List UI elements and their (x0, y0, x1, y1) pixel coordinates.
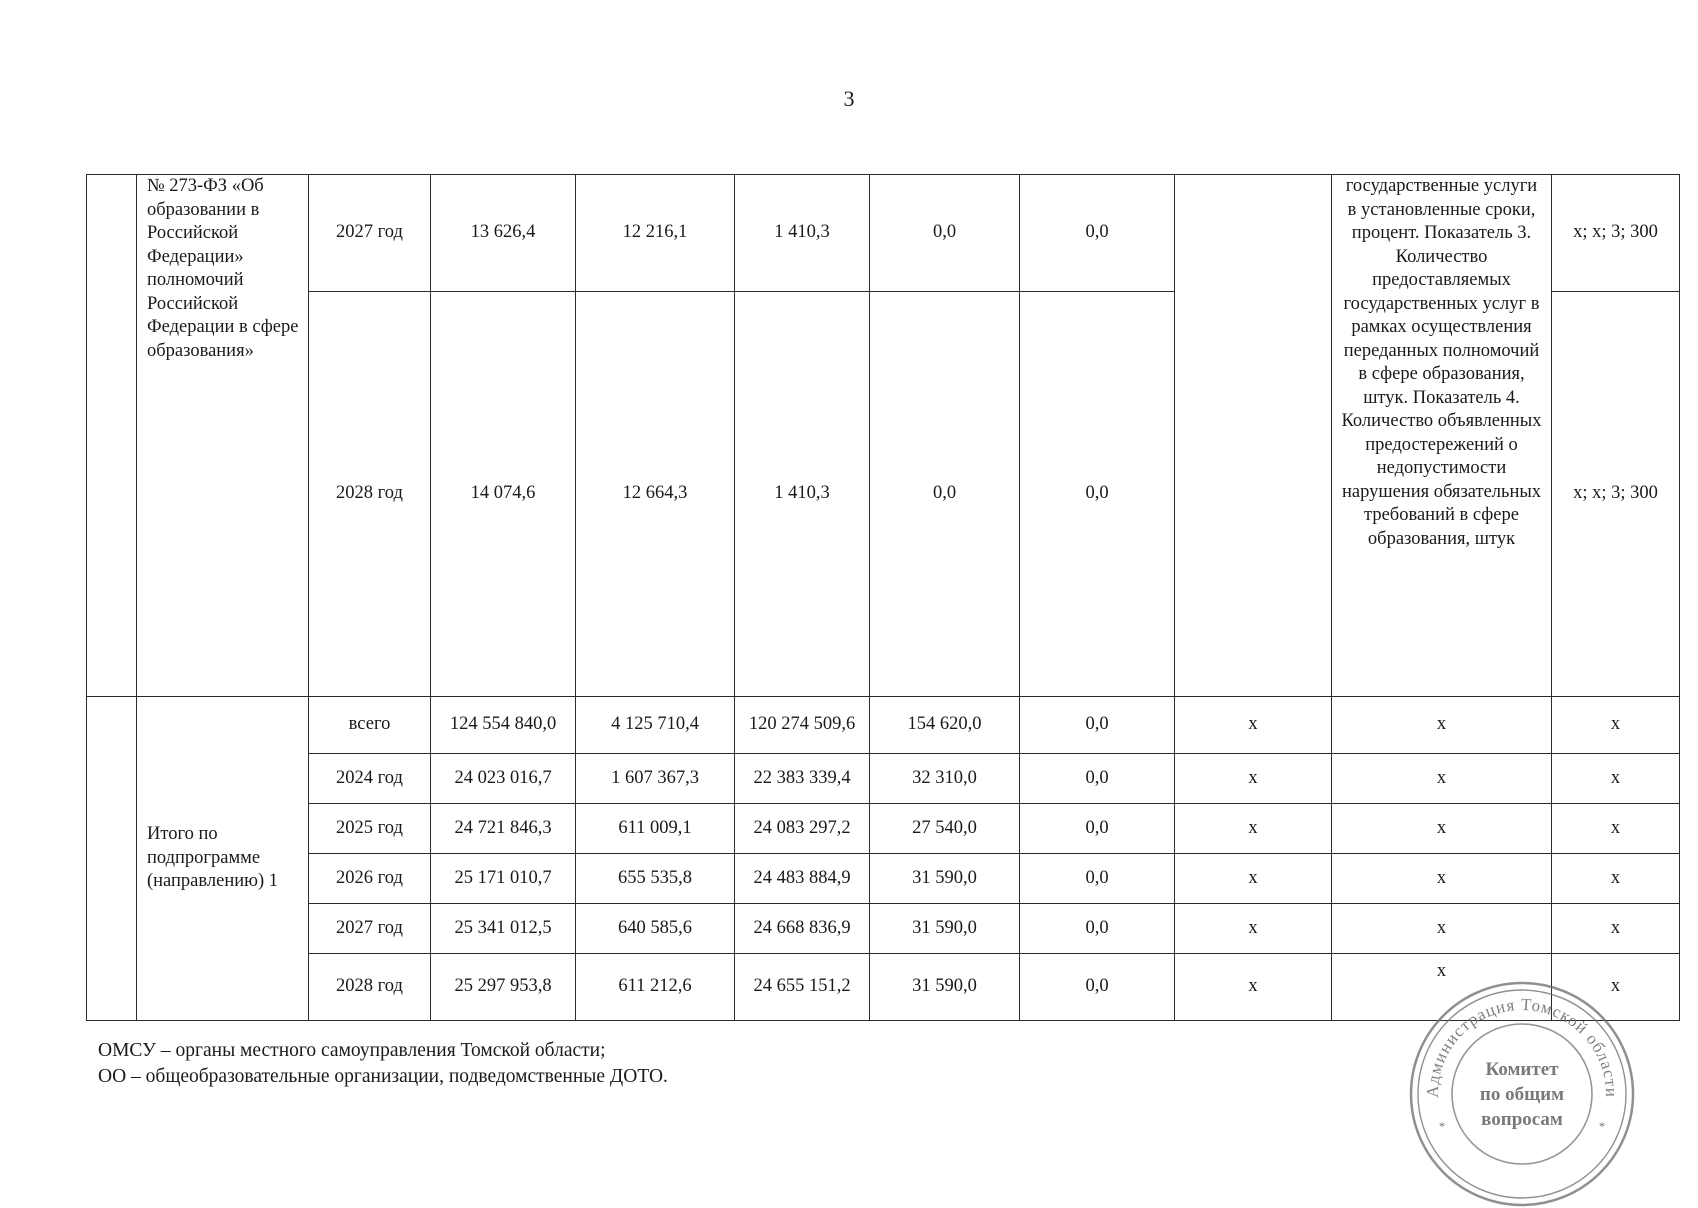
year-cell: всего (309, 697, 431, 754)
indicator-cell: x (1332, 804, 1552, 854)
total-cell: 24 721 846,3 (431, 804, 576, 854)
total-cell: 13 626,4 (431, 175, 576, 292)
indicator-value-cell: x (1552, 854, 1680, 904)
amount-cell: 0,0 (870, 175, 1020, 292)
amount-cell: 1 410,3 (735, 292, 870, 697)
number-cell (87, 697, 137, 1021)
amount-cell: 611 212,6 (576, 954, 735, 1021)
stamp-center-line-2: по общим (1479, 1084, 1565, 1105)
table-row (87, 854, 1680, 904)
summary-label-cell: Итого по подпрограмме (направлению) 1 (137, 697, 309, 1021)
indicator-cell: государственные услуги в установленные сроки, процент. Показатель 3. Количество предоставляемых государственных услуг в рамках осуществления переданных полномочий в сфере образования, штук. Показатель 4. Количество объявленных предостережений о недопустимости нарушения обязательных требований в сфере образования, штук (1332, 175, 1552, 697)
footnote-oo: ОО – общеобразовательные организации, подведомственные ДОТО. (98, 1066, 668, 1087)
total-cell: 25 171 010,7 (431, 854, 576, 904)
amount-cell: 24 668 836,9 (735, 904, 870, 954)
amount-cell: 120 274 509,6 (735, 697, 870, 754)
stamp-center-line-3: вопросам (1481, 1109, 1563, 1130)
amount-cell: 0,0 (1020, 175, 1175, 292)
year-cell: 2027 год (309, 175, 431, 292)
indicator-value-cell: x (1552, 954, 1680, 1021)
amount-cell: 12 216,1 (576, 175, 735, 292)
participant-cell: x (1175, 754, 1332, 804)
table-row (87, 175, 1680, 292)
footnote-omsu: ОМСУ – органы местного самоуправления Томской области; (98, 1040, 606, 1061)
total-cell: 124 554 840,0 (431, 697, 576, 754)
indicator-cell: x (1332, 854, 1552, 904)
stamp-star-left: * (1439, 1119, 1445, 1133)
year-cell: 2026 год (309, 854, 431, 904)
indicator-cell: x (1332, 754, 1552, 804)
indicator-value-cell: x; x; 3; 300 (1552, 292, 1680, 697)
indicator-value-cell: x; x; 3; 300 (1552, 175, 1680, 292)
year-cell: 2027 год (309, 904, 431, 954)
year-cell: 2024 год (309, 754, 431, 804)
participant-cell: x (1175, 954, 1332, 1021)
event-name-cell: № 273-ФЗ «Об образовании в Российской Федерации» полномочий Российской Федерации в сфере образования» (137, 175, 309, 697)
total-cell: 24 023 016,7 (431, 754, 576, 804)
year-cell: 2028 год (309, 292, 431, 697)
table-row (87, 804, 1680, 854)
amount-cell: 27 540,0 (870, 804, 1020, 854)
amount-cell: 640 585,6 (576, 904, 735, 954)
stamp-star-right: * (1599, 1119, 1605, 1133)
participant-cell (1175, 175, 1332, 697)
participant-cell: x (1175, 697, 1332, 754)
participant-cell: x (1175, 804, 1332, 854)
amount-cell: 0,0 (1020, 804, 1175, 854)
participant-cell: x (1175, 854, 1332, 904)
total-cell: 14 074,6 (431, 292, 576, 697)
stamp-outer-text: Администрация Томской области (1422, 994, 1622, 1099)
amount-cell: 24 083 297,2 (735, 804, 870, 854)
amount-cell: 0,0 (1020, 697, 1175, 754)
amount-cell: 24 655 151,2 (735, 954, 870, 1021)
number-cell (87, 175, 137, 697)
amount-cell: 31 590,0 (870, 854, 1020, 904)
total-cell: 25 297 953,8 (431, 954, 576, 1021)
official-seal-stamp (1408, 980, 1636, 1208)
amount-cell: 31 590,0 (870, 954, 1020, 1021)
amount-cell: 0,0 (1020, 904, 1175, 954)
amount-cell: 1 410,3 (735, 175, 870, 292)
amount-cell: 4 125 710,4 (576, 697, 735, 754)
year-cell: 2025 год (309, 804, 431, 854)
participant-cell: x (1175, 904, 1332, 954)
footnotes (98, 1038, 668, 1090)
amount-cell: 0,0 (1020, 292, 1175, 697)
amount-cell: 1 607 367,3 (576, 754, 735, 804)
indicator-value-cell: x (1552, 754, 1680, 804)
amount-cell: 31 590,0 (870, 904, 1020, 954)
amount-cell: 0,0 (1020, 854, 1175, 904)
indicator-value-cell: x (1552, 904, 1680, 954)
table-row (87, 697, 1680, 754)
page-number: 3 (843, 86, 855, 111)
amount-cell: 12 664,3 (576, 292, 735, 697)
indicator-value-cell: x (1552, 804, 1680, 854)
amount-cell: 655 535,8 (576, 854, 735, 904)
table-row (87, 904, 1680, 954)
amount-cell: 22 383 339,4 (735, 754, 870, 804)
amount-cell: 0,0 (1020, 954, 1175, 1021)
amount-cell: 32 310,0 (870, 754, 1020, 804)
amount-cell: 611 009,1 (576, 804, 735, 854)
indicator-cell: x (1332, 697, 1552, 754)
total-cell: 25 341 012,5 (431, 904, 576, 954)
amount-cell: 154 620,0 (870, 697, 1020, 754)
indicator-cell: x (1332, 954, 1552, 1021)
indicator-cell: x (1332, 904, 1552, 954)
indicator-value-cell: x (1552, 697, 1680, 754)
amount-cell: 0,0 (870, 292, 1020, 697)
budget-table (86, 174, 1680, 1021)
year-cell: 2028 год (309, 954, 431, 1021)
amount-cell: 24 483 884,9 (735, 854, 870, 904)
stamp-center-line-1: Комитет (1485, 1059, 1559, 1080)
table-row (87, 754, 1680, 804)
amount-cell: 0,0 (1020, 754, 1175, 804)
